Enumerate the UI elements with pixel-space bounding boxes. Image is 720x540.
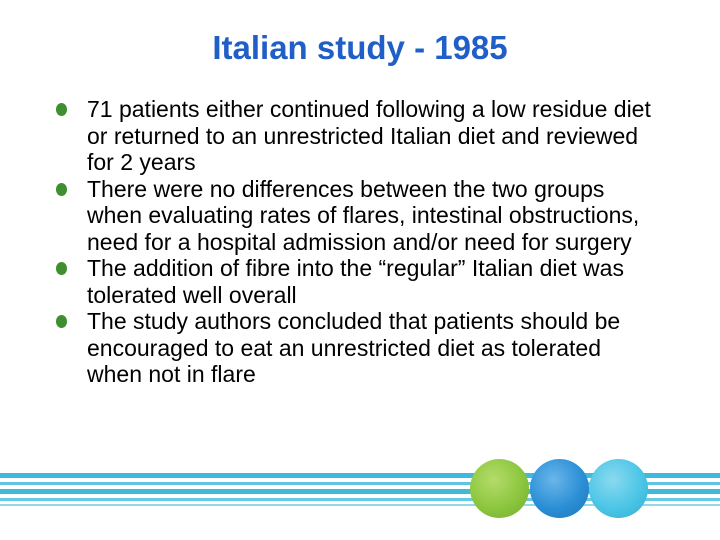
- slide-title: Italian study - 1985: [212, 29, 508, 66]
- circle-green-icon: [470, 459, 529, 518]
- bullet-text: The study authors concluded that patients should be encouraged to eat an unrestricted diet as tolerated when not in flare: [87, 308, 621, 387]
- circle-blue-icon: [530, 459, 589, 518]
- bullet-text: 71 patients either continued following a low residue diet or returned to an unrestricted Italian diet and reviewed for 2 years: [87, 96, 651, 175]
- bullet-text: The addition of fibre into the “regular” Italian diet was tolerated well overall: [87, 255, 624, 308]
- bullet-text: There were no differences between the two groups when evaluating rates of flares, intestinal obstructions, need for a hospital admission and/or need for surgery: [87, 175, 640, 255]
- circle-cyan-icon: [589, 459, 648, 518]
